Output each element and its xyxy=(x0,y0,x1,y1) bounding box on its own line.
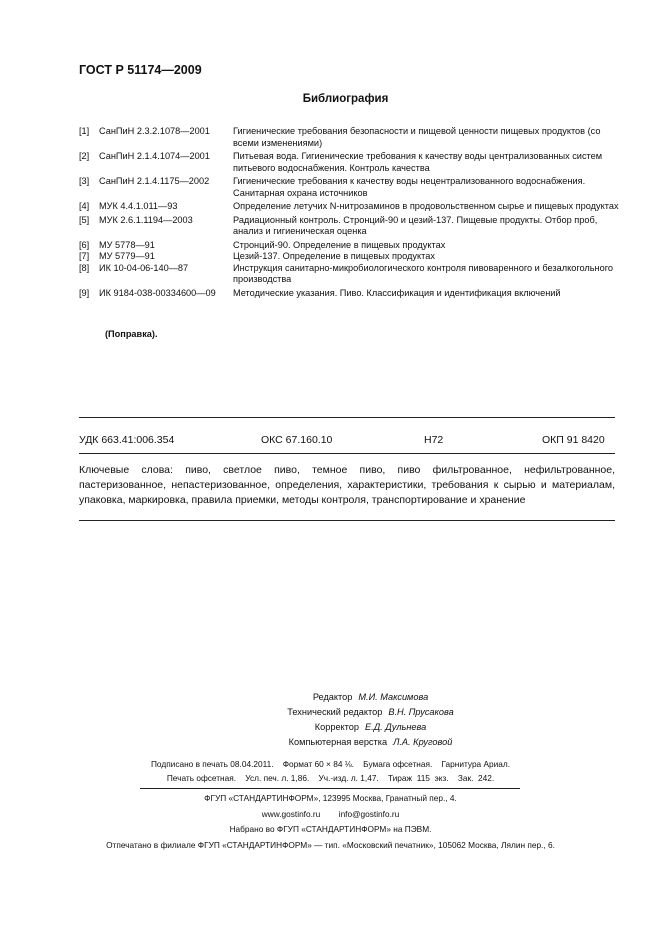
bibliography-item xyxy=(79,126,619,149)
credit-row xyxy=(0,690,661,705)
bibliography-item-number: [3] xyxy=(79,176,90,186)
print-info-line: Подписано в печать 08.04.2011. Формат 60 × 84 ⅛. Бумага офсетная. Гарнитура Ариал. xyxy=(150,759,511,769)
divider-publisher xyxy=(140,788,520,789)
bibliography-item-number: [6] xyxy=(79,239,90,250)
bibliography-item-number: [1] xyxy=(79,126,90,136)
bibliography-item xyxy=(79,176,619,199)
bibliography-item xyxy=(79,151,619,174)
credit-person: М.И. Максимова xyxy=(358,692,429,702)
credit-role: Корректор xyxy=(314,722,360,732)
credit-role: Компьютерная верстка xyxy=(288,737,388,747)
credit-person: В.Н. Прусакова xyxy=(388,707,454,717)
bibliography-item xyxy=(79,263,619,286)
publisher-info xyxy=(0,791,661,853)
credit-person: Л.А. Круговой xyxy=(393,737,453,747)
bibliography-item-text: Цезий-137. Определение в пищевых продуктах xyxy=(233,251,435,261)
bibliography-item-text: Методические указания. Пиво. Классификация и идентификация включений xyxy=(233,287,561,298)
bibliography-item-code: ИК 9184-038-00334600—09 xyxy=(99,287,216,298)
bibliography-list xyxy=(79,126,619,299)
bibliography-item-number: [9] xyxy=(79,287,90,298)
bibliography-item-code: СанПиН 2.1.4.1175—2002 xyxy=(99,176,210,186)
divider-middle xyxy=(79,453,615,454)
bibliography-item-text: Питьевая вода. Гигиенические требования к качеству воды централизованных систем питьевого водоснабжения. Контроль качества xyxy=(233,151,603,173)
credit-person: Е.Д. Дульнева xyxy=(365,722,427,732)
bibliography-item-text: Стронций-90. Определение в пищевых продуктах xyxy=(233,239,446,250)
document-code: ГОСТ Р 51174—2009 xyxy=(79,63,202,77)
bibliography-title: Библиография xyxy=(302,93,389,105)
bibliography-item xyxy=(79,251,619,263)
bibliography-item-text: Радиационный контроль. Стронций-90 и цезий-137. Пищевые продукты. Отбор проб, анализ и гигиеническая оценка xyxy=(233,214,598,236)
amendment-note: (Поправка). xyxy=(105,329,158,339)
bibliography-item-number: [2] xyxy=(79,151,90,161)
bibliography-item-text: Гигиенические требования безопасности и пищевой ценности пищевых продуктов (со всеми изменениями) xyxy=(233,126,601,148)
publisher-line: Отпечатано в филиале ФГУП «СТАНДАРТИНФОРМ» — тип. «Московский печатник», 105062 Москва, Лялин пер., 6. xyxy=(106,839,555,850)
keywords-block xyxy=(79,463,615,508)
bibliography-item-text: Гигиенические требования к качеству воды нецентрализованного водоснабжения. Санитарная охрана источников xyxy=(233,176,586,198)
bibliography-item-number: [8] xyxy=(79,262,90,273)
publisher-line: Набрано во ФГУП «СТАНДАРТИНФОРМ» на ПЭВМ. xyxy=(229,824,432,834)
print-info xyxy=(0,757,661,785)
credit-row xyxy=(0,735,661,750)
bibliography-item xyxy=(79,201,619,213)
bibliography-item-code: СанПиН 2.3.2.1078—2001 xyxy=(99,126,210,136)
credit-row xyxy=(0,720,661,735)
bibliography-item xyxy=(79,215,619,238)
bibliography-item-code: СанПиН 2.1.4.1074—2001 xyxy=(99,151,210,161)
bibliography-item-number: [4] xyxy=(79,201,90,211)
bibliography-item-code: МУК 2.6.1.1194—2003 xyxy=(99,214,193,225)
bibliography-item-code: МУ 5778—91 xyxy=(99,239,155,250)
publisher-contacts: www.gostinfo.ru info@gostinfo.ru xyxy=(261,808,400,819)
credits-block xyxy=(0,690,661,750)
bibliography-item-code: МУ 5779—91 xyxy=(99,251,155,261)
divider-bottom xyxy=(79,520,615,521)
bibliography-item-text: Определение летучих N-нитрозаминов в продовольственном сырье и пищевых продуктах xyxy=(233,201,619,211)
oks-code: ОКС 67.160.10 xyxy=(261,434,333,446)
bibliography-item-code: ИК 10-04-06-140—87 xyxy=(99,262,189,273)
bibliography-item-text: Инструкция санитарно-микробиологического контроля пивоваренного и безалкогольного производства xyxy=(233,262,613,284)
print-info-line: Печать офсетная. Усл. печ. л. 1,86. Уч.-изд. л. 1,47. Тираж 115 экз. Зак. 242. xyxy=(166,773,495,783)
udk-code: УДК 663.41:006.354 xyxy=(79,434,175,446)
bibliography-item xyxy=(79,240,619,252)
credit-role: Технический редактор xyxy=(287,707,383,717)
okp-code: ОКП 91 8420 xyxy=(542,434,605,446)
keywords-label: Ключевые слова: xyxy=(79,464,173,476)
divider-top xyxy=(79,417,615,418)
publisher-line: ФГУП «СТАНДАРТИНФОРМ», 123995 Москва, Гранатный пер., 4. xyxy=(204,793,457,803)
credit-row xyxy=(0,705,661,720)
bibliography-item-number: [5] xyxy=(79,214,90,225)
bibliography-item-code: МУК 4.4.1.011—93 xyxy=(99,201,178,211)
bibliography-item xyxy=(79,288,619,300)
credit-role: Редактор xyxy=(312,692,353,702)
keywords-text: пиво, светлое пиво, темное пиво, пиво фильтрованное, нефильтрованное, пастеризованное, непастеризованное, определения, характеристики, требования к сырью и материалам, упаковка, маркировка, правила приемки, методы контроля, транспортирование и хранение xyxy=(79,464,616,506)
h-code: Н72 xyxy=(424,434,444,446)
bibliography-item-number: [7] xyxy=(79,251,90,261)
